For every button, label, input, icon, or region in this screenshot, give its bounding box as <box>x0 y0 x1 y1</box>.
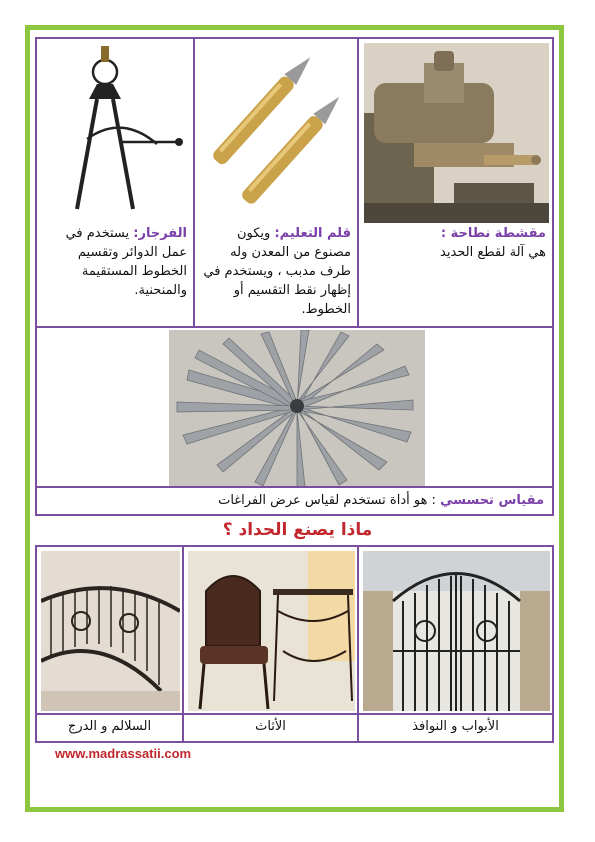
website-watermark[interactable]: www.madrassatii.com <box>55 746 192 761</box>
stairs-caption: السلالم و الدرج <box>37 713 182 741</box>
punch-machine-image <box>364 43 549 223</box>
scriber-image <box>203 49 353 209</box>
product-card-furniture <box>182 545 359 743</box>
furniture-caption: الأثاث <box>184 713 357 741</box>
punch-term: مقشطة نطاحة : <box>440 226 546 241</box>
compass-term: الفرجار: <box>133 226 187 241</box>
feeler-gauge-image <box>169 330 425 487</box>
gauge-caption-bar <box>37 486 552 514</box>
iron-furniture-image <box>188 551 355 711</box>
scriber-description: ويكون مصنوع من المعدن وله طرف مدبب ، ويستخدم في إظهار نقط التقسيم أو الخطوط. <box>203 226 351 317</box>
gates-caption: الأبواب و النوافذ <box>359 713 552 741</box>
tool-card-punch <box>357 37 554 328</box>
tool-card-scriber <box>193 37 359 328</box>
compass-image <box>47 44 187 214</box>
gauge-term: مقياس تحسسي <box>440 493 544 508</box>
section-title: ماذا يصنع الحداد ؟ <box>222 520 373 540</box>
tool-card-gauge <box>35 326 554 516</box>
compass-description: يستخدم في عمل الدوائر وتقسيم الخطوط المستقيمة والمنحنية. <box>65 226 187 298</box>
product-card-gates <box>357 545 554 743</box>
iron-gate-image <box>363 551 550 711</box>
product-card-stairs <box>35 545 184 743</box>
iron-stairs-image <box>41 551 180 711</box>
scriber-term: قلم التعليم: <box>274 226 351 241</box>
gauge-description: : هو أداة تستخدم لقياس عرض الفراغات <box>218 493 441 508</box>
tool-card-compass <box>35 37 195 328</box>
punch-description: هي آلة لقطع الحديد <box>440 245 546 260</box>
